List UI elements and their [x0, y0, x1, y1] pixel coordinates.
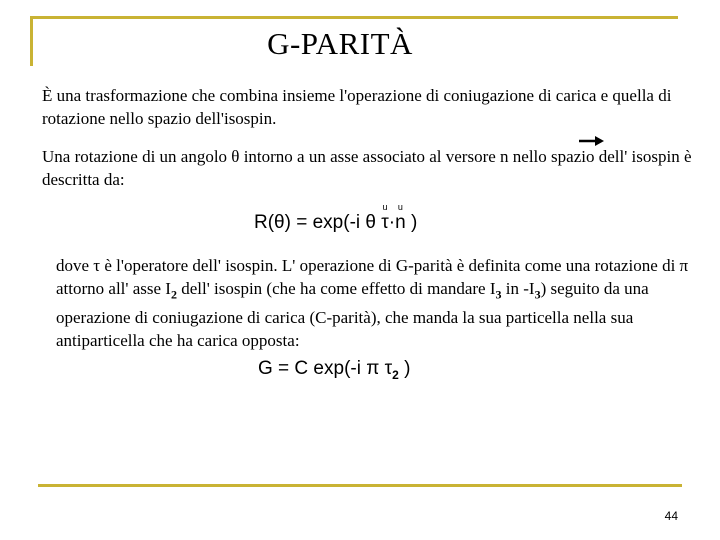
g-parity-equation	[258, 358, 410, 382]
slide-title: G-PARITÀ	[267, 26, 413, 61]
n-vector	[395, 202, 406, 234]
description-sub2: 3	[495, 287, 502, 302]
description-sub1: 2	[170, 287, 177, 302]
tau-vector	[381, 202, 389, 234]
g-parity-sub: 2	[392, 367, 399, 382]
equation-lhs: R(θ)	[254, 212, 291, 233]
equation-close: )	[410, 212, 418, 233]
bottom-rule	[38, 484, 682, 487]
intro-paragraph: È una trasformazione che combina insieme l'operazione di coniugazione di carica e quella di rotazione nello spazio dell'isospin.	[42, 86, 672, 128]
n-symbol: n	[395, 212, 406, 233]
description-part1: dove τ è l'operatore dell' isospin. L' operazione di G-parità è definita come una rotazione di π attorno all' asse I	[56, 256, 689, 298]
description-part4: ) seguito da una operazione di coniugazione di carica (C-parità), che manda la sua particella nella sua antiparticella che ha carica opposta:	[56, 279, 649, 351]
rotation-paragraph: Una rotazione di un angolo θ intorno a un asse associato al versore n nello spazio dell' isospin è descritta da:	[42, 147, 692, 189]
n-vector-mark: u	[397, 202, 403, 212]
rotation-equation	[254, 202, 418, 234]
g-parity-text: G = C exp(-i π τ	[258, 358, 393, 379]
top-rule	[30, 16, 678, 19]
tau-vector-mark: u	[382, 202, 388, 212]
equation-rhs-prefix: = exp(-i θ	[296, 212, 376, 233]
tau-symbol: τ	[381, 212, 389, 233]
g-parity-close: )	[398, 358, 411, 379]
page-number: 44	[664, 509, 678, 523]
description-paragraph	[56, 254, 696, 352]
description-part2: dell' isospin (che ha come effetto di mandare I	[176, 279, 496, 298]
description-sub3: 3	[534, 287, 541, 302]
description-part3: in -I	[501, 279, 535, 298]
dot-operator: ·	[388, 212, 396, 233]
